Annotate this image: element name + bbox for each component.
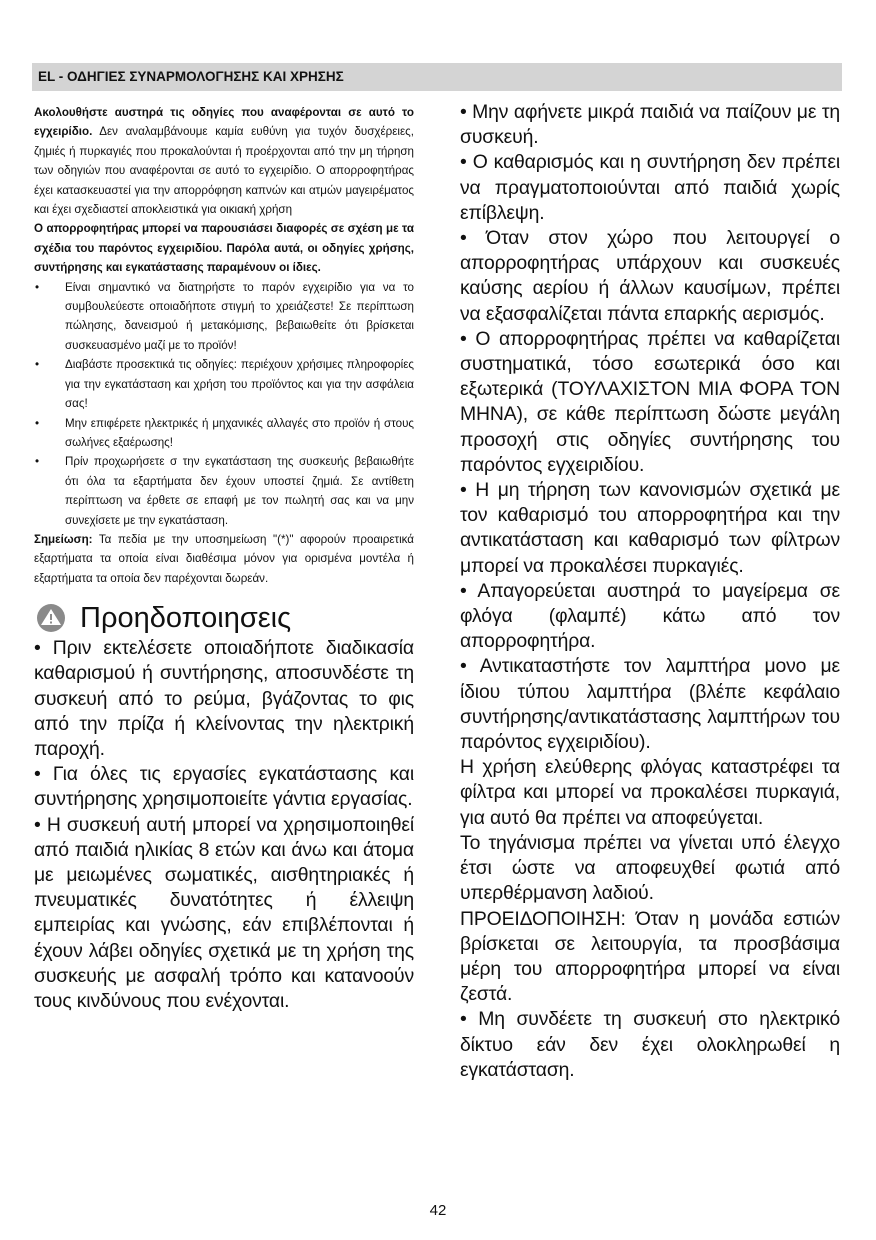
warning-icon xyxy=(36,603,66,633)
warnings-body xyxy=(34,636,414,1014)
intro-section xyxy=(34,103,414,588)
warning-paragraph: • Αντικαταστήστε τον λαμπτήρα μονο με ίδιου τύπου λαμπτήρα (βλέπε κεφάλαιο συντήρησης/αντικατάστασης λαμπτήρων του παρόντος εγχειριδίου). xyxy=(460,655,840,754)
list-item-text: Διαβάστε προσεκτικά τις οδηγίες: περιέχουν χρήσιμες πληροφορίες για την εγκατάσταση και χρήση του προϊόντος και για την ασφάλεια σας! xyxy=(65,358,414,411)
bullet: • xyxy=(35,416,40,430)
bullet: • xyxy=(35,455,40,469)
instruction-list xyxy=(34,278,414,530)
note-label: Σημείωση: xyxy=(34,532,93,546)
warnings-heading xyxy=(34,600,414,636)
list-item xyxy=(34,452,414,530)
list-item xyxy=(34,355,414,413)
warning-paragraph: • Απαγορεύεται αυστηρά το μαγείρεμα σε φλόγα (φλαμπέ) κάτω από τον απορροφητήρα. xyxy=(460,579,840,653)
list-item-text: Μην επιφέρετε ηλεκτρικές ή μηχανικές αλλαγές στο προϊόν ή στους σωλήνες εξαέρωσης! xyxy=(65,416,414,449)
list-item xyxy=(34,278,414,356)
warning-paragraph: • Μην αφήνετε μικρά παιδιά να παίζουν με τη συσκευή. xyxy=(460,101,840,149)
warning-paragraph: Η χρήση ελεύθερης φλόγας καταστρέφει τα φίλτρα και μπορεί να προκαλέσει πυρκαγιά, για αυτό θα πρέπει να αποφεύγεται. xyxy=(460,756,840,829)
left-column xyxy=(34,103,414,1014)
warning-paragraph: • Ο καθαρισμός και η συντήρηση δεν πρέπει να πραγματοποιούνται από παιδιά χωρίς επίβλεψη. xyxy=(460,151,840,224)
warning-paragraph: Το τηγάνισμα πρέπει να γίνεται υπό έλεγχο έτσι ώστε να αποφευχθεί φωτιά από υπερθέρμανση λαδιού. xyxy=(460,831,840,905)
section-header: EL - ΟΔΗΓΙΕΣ ΣΥΝΑΡΜΟΛΟΓΗΣΗΣ ΚΑΙ ΧΡΗΣΗΣ xyxy=(32,63,842,91)
list-item-text: Είναι σημαντικό να διατηρήστε το παρόν εγχειρίδιο για να το συμβουλεύεστε οποιαδήποτε στιγμή το χρειάζεστε! Σε περίπτωση πώλησης, δανεισμού ή μετακόμισης, βεβαιωθείτε ότι βρίσκεται συσκευασμένο μαζί με το προϊόν! xyxy=(65,280,414,352)
note-paragraph xyxy=(34,530,414,588)
warning-paragraph: • Η μη τήρηση των κανονισμών σχετικά με τον καθαρισμό του απορροφητήρα και την αντικατάσταση και καθαρισμό των φίλτρων μπορεί να προκαλέσει πυρκαγιές. xyxy=(460,479,840,577)
right-column xyxy=(460,100,840,1083)
list-item xyxy=(34,414,414,453)
page-number: 42 xyxy=(429,1202,447,1219)
warning-paragraph: • Πριν εκτελέσετε οποιαδήποτε διαδικασία καθαρισμού ή συντήρησης, αποσυνδέστε τη συσκευή από το ρεύμα, βγάζοντας το φις από την πρίζα ή κλείνοντας την ηλεκτρική παροχή. xyxy=(34,637,414,760)
note-text: Τα πεδία με την υποσημείωση "(*)" αφορούν προαιρετικά εξαρτήματα τα οποία είναι διαθέσιμα μόνον για ορισμένα μοντέλα ή εξαρτήματα τα οποία δεν παρέχονται δωρεάν. xyxy=(34,532,414,585)
intro-bold: Ακολουθήστε αυστηρά τις οδηγίες που αναφέρονται σε αυτό το εγχειρίδιο. xyxy=(34,106,414,139)
warning-paragraph: • Για όλες τις εργασίες εγκατάστασης και συντήρησης χρησιμοποιείτε γάντια εργασίας. xyxy=(34,763,414,811)
warnings-title: Προηδοποιησεις xyxy=(80,602,292,635)
intro-paragraph xyxy=(34,103,414,219)
bullet: • xyxy=(35,358,40,372)
warning-paragraph: ΠΡΟΕΙΔΟΠΟΙΗΣΗ: Όταν η μονάδα εστιών βρίσκεται σε λειτουργία, τα προσβάσιμα μέρη του απορροφητήρα μπορεί να είναι ζεστά. xyxy=(460,907,840,1006)
intro-text: Δεν αναλαμβάνουμε καμία ευθύνη για τυχόν δυσχέρειες, ζημιές ή πυρκαγιές που προκαλούνται ή προέρχονται από την μη τήρηση των οδηγιών που αναφέρονται σε αυτό το εγχειρίδιο. Ο απορροφητήρας έχει κατασκευαστεί για την απορρόφηση καπνών και ατμών μαγειρέματος και έχει σχεδιαστεί αποκλειστικά για οικιακή χρήση xyxy=(34,125,414,217)
variation-note: Ο απορροφητήρας μπορεί να παρουσιάσει διαφορές σε σχέση με τα σχέδια του παρόντος εγχειριδίου. Παρόλα αυτά, οι οδηγίες χρήσης, συντήρησης και εγκατάστασης παραμένουν οι ίδιες. xyxy=(34,222,414,275)
bullet: • xyxy=(35,280,40,294)
warning-paragraph: • Ο απορροφητήρας πρέπει να καθαρίζεται συστηματικά, τόσο εσωτερικά όσο και εξωτερικά (ΤΟΥΛΑΧΙΣΤΟΝ ΜΙΑ ΦΟΡΑ ΤΟΝ ΜΗΝΑ), σε κάθε περίπτωση δώστε μεγάλη προσοχή στις οδηγίες συντήρησης του παρόντος εγχειριδίου. xyxy=(460,327,840,476)
warning-paragraph: • Μη συνδέετε τη συσκευή στο ηλεκτρικό δίκτυο εάν δεν έχει ολοκληρωθεί η εγκατάσταση. xyxy=(460,1008,840,1081)
list-item-text: Πρίν προχωρήσετε σ την εγκατάσταση της συσκευής βεβαιωθήτε ότι όλα τα εξαρτήματα δεν έχουν υποστεί ζημιά. Σε αντίθετη περίπτωση να έρθετε σε επαφή με τον πωλητή σας και να μην συνεχίσετε με την εγκατάσταση. xyxy=(65,455,414,527)
warning-paragraph: • Όταν στον χώρο που λειτουργεί ο απορροφητήρας υπάρχουν και συσκευές καύσης αερίου ή άλλων καυσίμων, πρέπει να εξασφαλίζεται πάντα επαρκής αερισμός. xyxy=(460,227,840,325)
warning-paragraph: • Η συσκευή αυτή μπορεί να χρησιμοποιηθεί από παιδιά ηλικίας 8 ετών και άνω και άτομα με μειωμένες σωματικές, αισθητηριακές ή πνευματικές δυνατότητες ή έλλειψη εμπειρίας και γνώσης, εάν επιβλέπονται ή έχουν λάβει οδηγίες σχετικά με τη χρήση της συσκευής με ασφαλή τρόπο και κατανοούν τους κινδύνους που ενέχονται. xyxy=(34,813,414,1012)
